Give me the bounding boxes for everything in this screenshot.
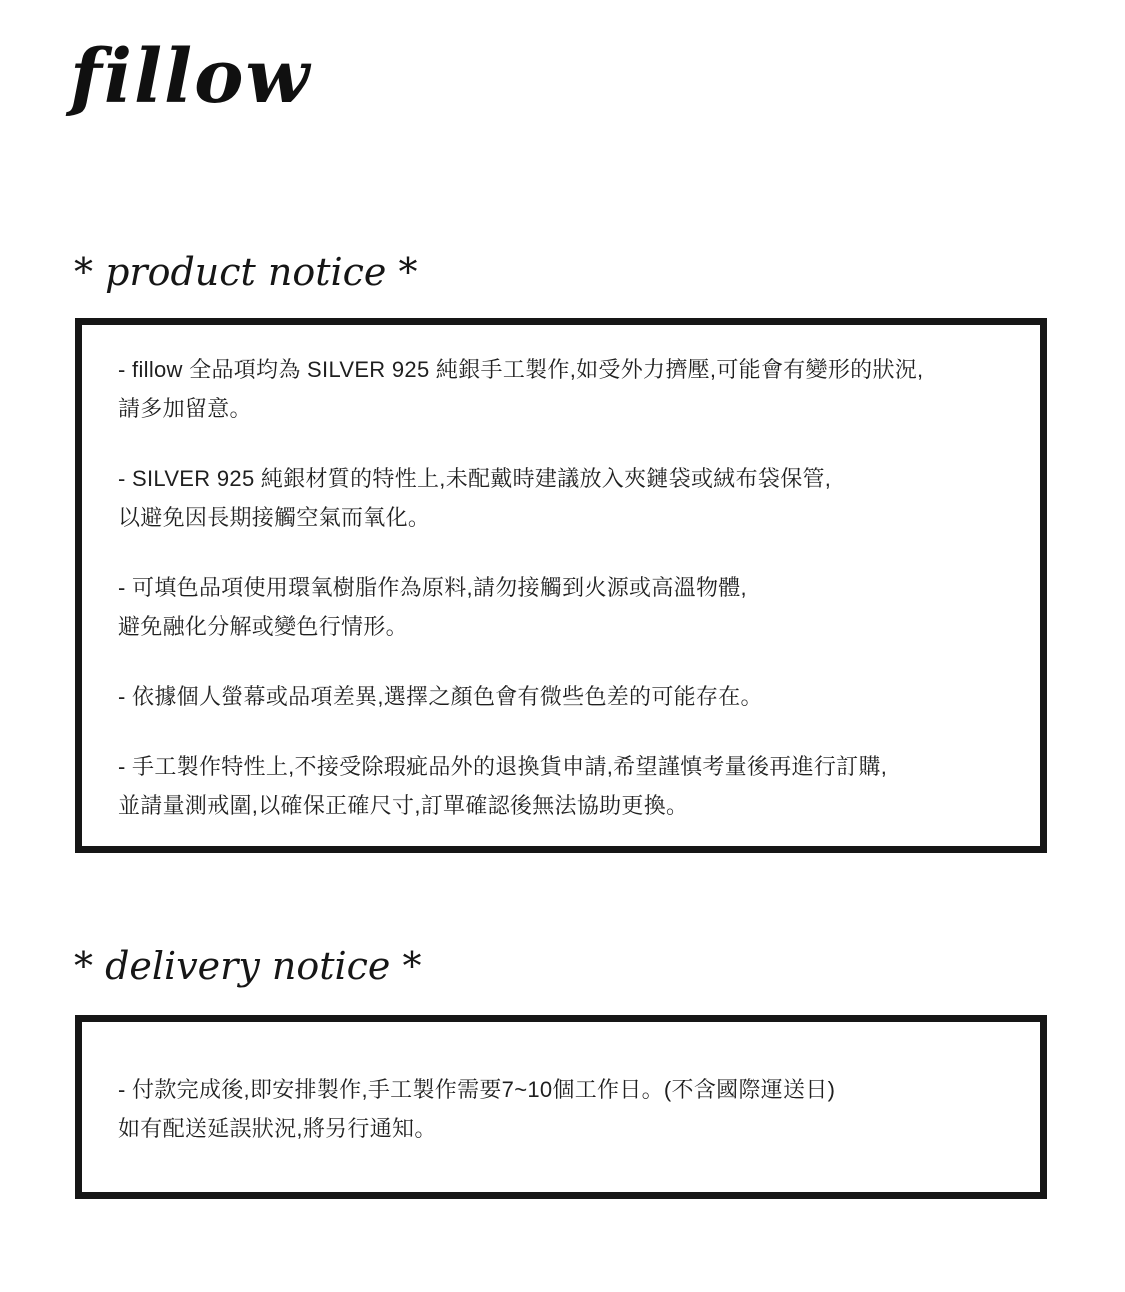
delivery-notice-box xyxy=(75,1015,1047,1199)
product-notice-paragraph-5 xyxy=(118,747,1012,825)
notice-line: 並請量測戒圍,以確保正確尺寸,訂單確認後無法協助更換。 xyxy=(118,793,689,818)
product-notice-paragraph-2 xyxy=(118,459,1012,537)
notice-line: 如有配送延誤狀況,將另行通知。 xyxy=(118,1116,437,1141)
notice-line: 請多加留意。 xyxy=(118,396,252,421)
notice-line: 以避免因長期接觸空氣而氧化。 xyxy=(118,505,431,530)
delivery-notice-title: * delivery notice * xyxy=(74,944,422,988)
delivery-notice-paragraph-1 xyxy=(118,1070,1012,1148)
notice-line: - SILVER 925 純銀材質的特性上,未配戴時建議放入夾鏈袋或絨布袋保管, xyxy=(118,466,832,491)
notice-line: 避免融化分解或變色行情形。 xyxy=(118,614,408,639)
product-notice-title: * product notice * xyxy=(74,250,418,294)
notice-line: - 付款完成後,即安排製作,手工製作需要7~10個工作日。(不含國際運送日) xyxy=(118,1077,836,1102)
notice-line: - fillow 全品項均為 SILVER 925 純銀手工製作,如受外力擠壓,可能會有變形的狀況, xyxy=(118,357,924,382)
notice-line: - 手工製作特性上,不接受除瑕疵品外的退換貨申請,希望謹慎考量後再進行訂購, xyxy=(118,754,888,779)
notice-line: - 依據個人螢幕或品項差異,選擇之顏色會有微些色差的可能存在。 xyxy=(118,684,763,709)
product-notice-paragraph-1 xyxy=(118,350,1012,428)
product-notice-paragraph-4 xyxy=(118,677,1012,716)
product-notice-box xyxy=(75,318,1047,853)
brand-logo: fillow xyxy=(70,34,312,120)
notice-line: - 可填色品項使用環氧樹脂作為原料,請勿接觸到火源或高溫物體, xyxy=(118,575,747,600)
product-notice-paragraph-3 xyxy=(118,568,1012,646)
